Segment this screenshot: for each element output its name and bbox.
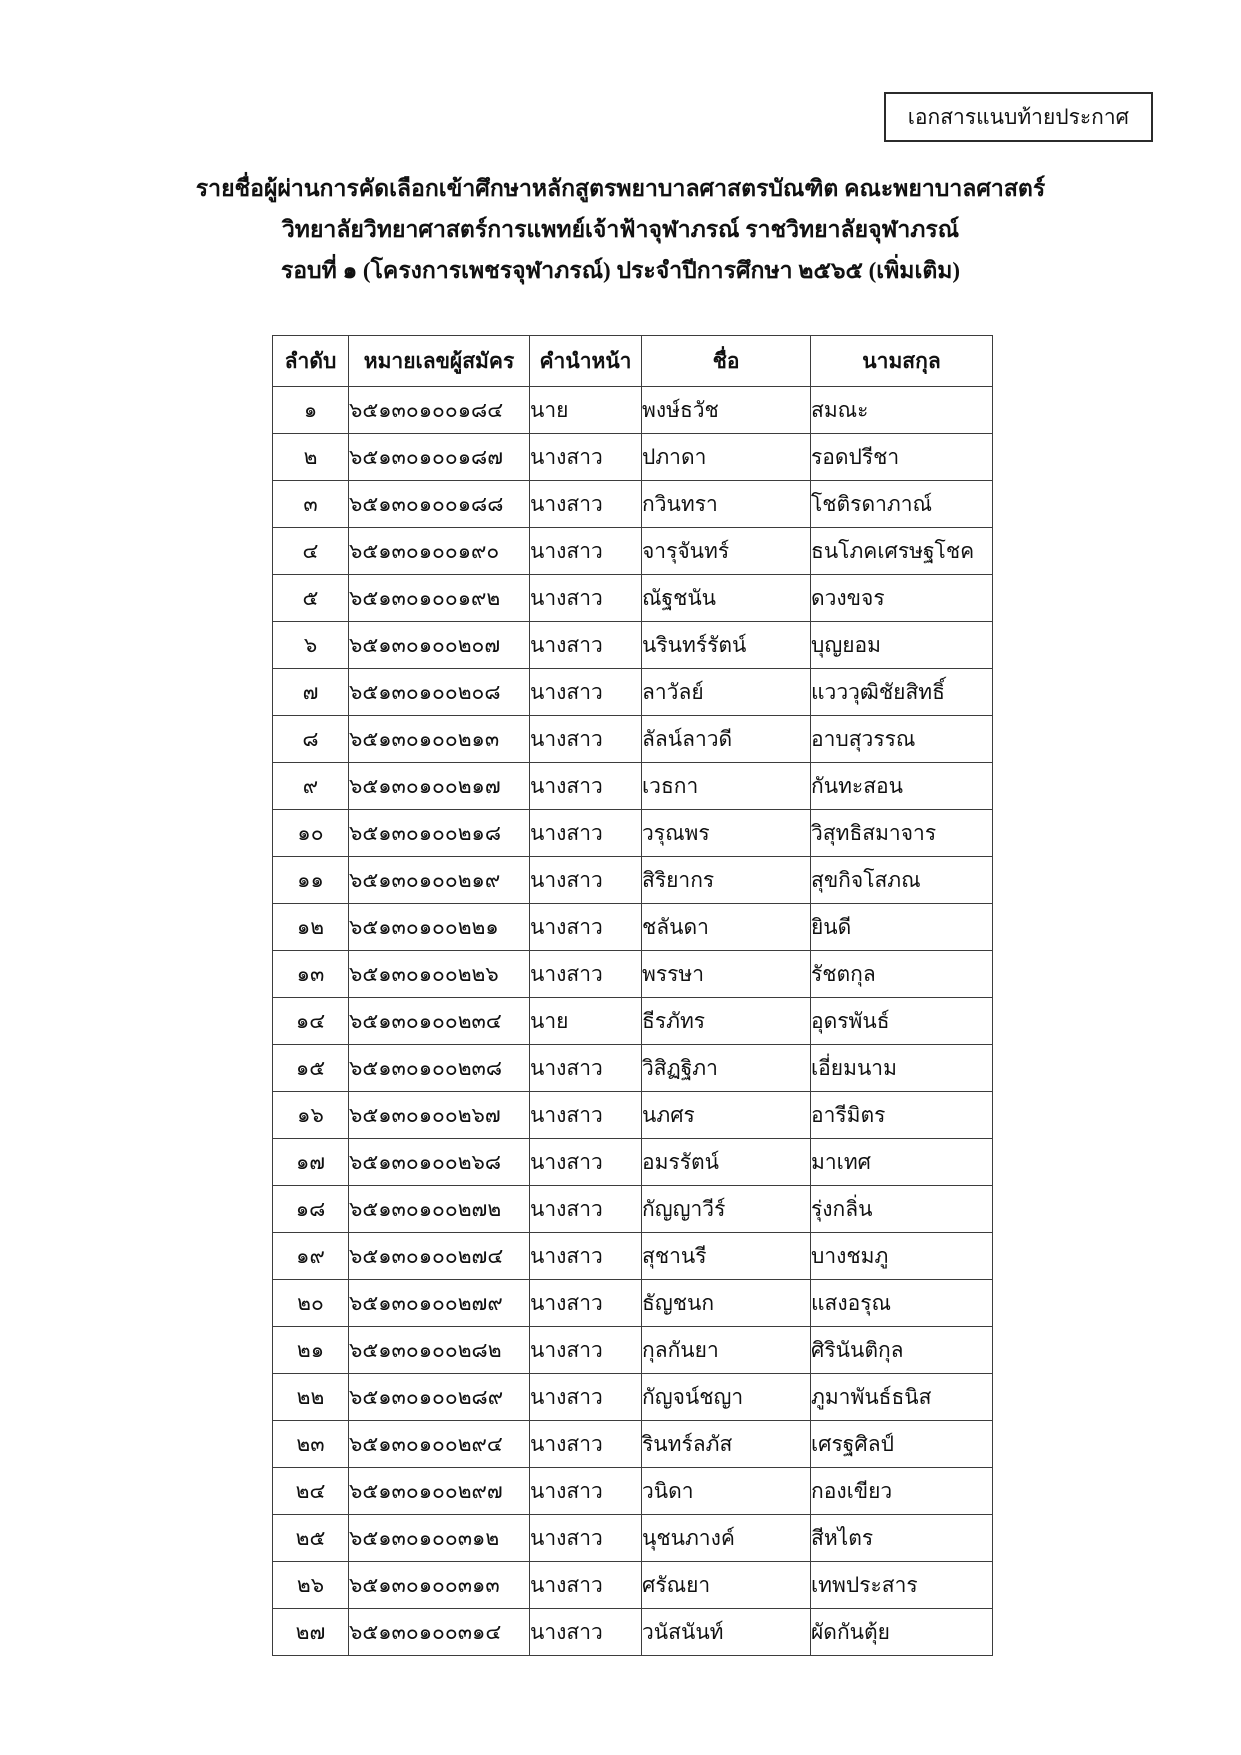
cell-order: ๒๗ xyxy=(273,1609,349,1656)
cell-last-name: รุ่งกลิ่น xyxy=(811,1186,993,1233)
cell-last-name: เทพประสาร xyxy=(811,1562,993,1609)
cell-order: ๑๗ xyxy=(273,1139,349,1186)
cell-prefix: นางสาว xyxy=(530,1233,642,1280)
cell-applicant-id: ๖๕๑๓๐๑๐๐๒๐๘ xyxy=(349,669,530,716)
title-line-2: วิทยาลัยวิทยาศาสตร์การแพทย์เจ้าฟ้าจุฬาภรณ์ ราชวิทยาลัยจุฬาภรณ์ xyxy=(281,217,960,242)
cell-last-name: รัชตกุล xyxy=(811,951,993,998)
cell-prefix: นางสาว xyxy=(530,1468,642,1515)
cell-prefix: นางสาว xyxy=(530,1186,642,1233)
cell-first-name: ชลันดา xyxy=(642,904,811,951)
cell-applicant-id: ๖๕๑๓๐๑๐๐๑๘๗ xyxy=(349,434,530,481)
cell-first-name: นุชนภางค์ xyxy=(642,1515,811,1562)
header-cell-prefix: คำนำหน้า xyxy=(530,336,642,387)
candidate-table xyxy=(272,335,993,1656)
cell-applicant-id: ๖๕๑๓๐๑๐๐๒๗๙ xyxy=(349,1280,530,1327)
cell-first-name: วนิดา xyxy=(642,1468,811,1515)
cell-prefix: นางสาว xyxy=(530,716,642,763)
cell-applicant-id: ๖๕๑๓๐๑๐๐๒๑๓ xyxy=(349,716,530,763)
table-row xyxy=(273,481,993,528)
cell-applicant-id: ๖๕๑๓๐๑๐๐๒๒๖ xyxy=(349,951,530,998)
cell-last-name: แวววุฒิชัยสิทธิ์ xyxy=(811,669,993,716)
cell-last-name: อาบสุวรรณ xyxy=(811,716,993,763)
table-header-row xyxy=(273,336,993,387)
cell-prefix: นาย xyxy=(530,387,642,434)
cell-last-name: สุขกิจโสภณ xyxy=(811,857,993,904)
table-row xyxy=(273,1515,993,1562)
cell-first-name: เวธกา xyxy=(642,763,811,810)
cell-prefix: นางสาว xyxy=(530,857,642,904)
cell-applicant-id: ๖๕๑๓๐๑๐๐๒๙๗ xyxy=(349,1468,530,1515)
cell-last-name: ผัดกันตุ้ย xyxy=(811,1609,993,1656)
header-cell-order: ลำดับ xyxy=(273,336,349,387)
table-row xyxy=(273,1233,993,1280)
cell-last-name: รอดปรีชา xyxy=(811,434,993,481)
table-row xyxy=(273,434,993,481)
table-row xyxy=(273,387,993,434)
cell-prefix: นางสาว xyxy=(530,1609,642,1656)
cell-order: ๑๘ xyxy=(273,1186,349,1233)
cell-applicant-id: ๖๕๑๓๐๑๐๐๒๑๘ xyxy=(349,810,530,857)
cell-last-name: มาเทศ xyxy=(811,1139,993,1186)
cell-order: ๒ xyxy=(273,434,349,481)
cell-first-name: กัญญาวีร์ xyxy=(642,1186,811,1233)
cell-order: ๕ xyxy=(273,575,349,622)
cell-first-name: พรรษา xyxy=(642,951,811,998)
cell-prefix: นางสาว xyxy=(530,1374,642,1421)
cell-order: ๓ xyxy=(273,481,349,528)
cell-last-name: กองเขียว xyxy=(811,1468,993,1515)
cell-applicant-id: ๖๕๑๓๐๑๐๐๓๑๔ xyxy=(349,1609,530,1656)
cell-order: ๑๔ xyxy=(273,998,349,1045)
cell-prefix: นางสาว xyxy=(530,1139,642,1186)
cell-first-name: กุลกันยา xyxy=(642,1327,811,1374)
cell-last-name: กันทะสอน xyxy=(811,763,993,810)
cell-first-name: กัญจน์ชญา xyxy=(642,1374,811,1421)
cell-order: ๒๑ xyxy=(273,1327,349,1374)
cell-order: ๒๔ xyxy=(273,1468,349,1515)
cell-order: ๑๓ xyxy=(273,951,349,998)
cell-order: ๙ xyxy=(273,763,349,810)
table-row xyxy=(273,1468,993,1515)
cell-applicant-id: ๖๕๑๓๐๑๐๐๑๘๘ xyxy=(349,481,530,528)
table-row xyxy=(273,575,993,622)
cell-applicant-id: ๖๕๑๓๐๑๐๐๓๑๒ xyxy=(349,1515,530,1562)
table-row xyxy=(273,1186,993,1233)
cell-applicant-id: ๖๕๑๓๐๑๐๐๑๙๒ xyxy=(349,575,530,622)
cell-first-name: รินทร์ลภัส xyxy=(642,1421,811,1468)
cell-order: ๒๖ xyxy=(273,1562,349,1609)
title-line-3: รอบที่ ๑ (โครงการเพชรจุฬาภรณ์) ประจำปีการศึกษา ๒๕๖๕ (เพิ่มเติม) xyxy=(280,258,961,283)
cell-first-name: ณัฐชนัน xyxy=(642,575,811,622)
table-row xyxy=(273,1609,993,1656)
table-row xyxy=(273,1139,993,1186)
table-row xyxy=(273,951,993,998)
cell-prefix: นางสาว xyxy=(530,434,642,481)
cell-last-name: สมณะ xyxy=(811,387,993,434)
table-row xyxy=(273,1374,993,1421)
cell-prefix: นางสาว xyxy=(530,763,642,810)
cell-order: ๘ xyxy=(273,716,349,763)
cell-prefix: นางสาว xyxy=(530,1045,642,1092)
cell-last-name: บางชมภู xyxy=(811,1233,993,1280)
cell-last-name: โชติรดาภาณ์ xyxy=(811,481,993,528)
cell-first-name: สุชานรี xyxy=(642,1233,811,1280)
table-row xyxy=(273,1092,993,1139)
cell-applicant-id: ๖๕๑๓๐๑๐๐๒๖๗ xyxy=(349,1092,530,1139)
cell-order: ๑๑ xyxy=(273,857,349,904)
cell-first-name: กวินทรา xyxy=(642,481,811,528)
cell-applicant-id: ๖๕๑๓๐๑๐๐๒๓๘ xyxy=(349,1045,530,1092)
cell-prefix: นางสาว xyxy=(530,481,642,528)
cell-applicant-id: ๖๕๑๓๐๑๐๐๒๗๔ xyxy=(349,1233,530,1280)
cell-last-name: ศิรินันติกุล xyxy=(811,1327,993,1374)
cell-first-name: ศรัณยา xyxy=(642,1562,811,1609)
cell-last-name: แสงอรุณ xyxy=(811,1280,993,1327)
cell-prefix: นางสาว xyxy=(530,1327,642,1374)
cell-first-name: นรินทร์รัตน์ xyxy=(642,622,811,669)
cell-prefix: นางสาว xyxy=(530,810,642,857)
cell-first-name: ลัลน์ลาวดี xyxy=(642,716,811,763)
cell-last-name: ธนโภคเศรษฐโชค xyxy=(811,528,993,575)
table-row xyxy=(273,622,993,669)
cell-first-name: วิสิฏฐิภา xyxy=(642,1045,811,1092)
cell-applicant-id: ๖๕๑๓๐๑๐๐๒๑๗ xyxy=(349,763,530,810)
cell-last-name: อารีมิตร xyxy=(811,1092,993,1139)
table-row xyxy=(273,528,993,575)
cell-last-name: อุดรพันธ์ xyxy=(811,998,993,1045)
cell-order: ๑๒ xyxy=(273,904,349,951)
cell-order: ๒๒ xyxy=(273,1374,349,1421)
cell-last-name: เศรฐศิลป์ xyxy=(811,1421,993,1468)
cell-first-name: อมรรัตน์ xyxy=(642,1139,811,1186)
cell-prefix: นางสาว xyxy=(530,1421,642,1468)
attachment-label-box xyxy=(884,92,1153,142)
cell-prefix: นางสาว xyxy=(530,622,642,669)
cell-prefix: นางสาว xyxy=(530,575,642,622)
cell-order: ๑๕ xyxy=(273,1045,349,1092)
cell-order: ๖ xyxy=(273,622,349,669)
cell-prefix: นางสาว xyxy=(530,1092,642,1139)
cell-prefix: นางสาว xyxy=(530,1562,642,1609)
table-row xyxy=(273,716,993,763)
cell-prefix: นางสาว xyxy=(530,1280,642,1327)
cell-last-name: บุญยอม xyxy=(811,622,993,669)
cell-first-name: ธัญชนก xyxy=(642,1280,811,1327)
table-row xyxy=(273,1562,993,1609)
cell-prefix: นางสาว xyxy=(530,669,642,716)
cell-last-name: ยินดี xyxy=(811,904,993,951)
cell-prefix: นาย xyxy=(530,998,642,1045)
cell-applicant-id: ๖๕๑๓๐๑๐๐๒๐๗ xyxy=(349,622,530,669)
header-cell-applicant-id: หมายเลขผู้สมัคร xyxy=(349,336,530,387)
cell-applicant-id: ๖๕๑๓๐๑๐๐๒๒๑ xyxy=(349,904,530,951)
cell-applicant-id: ๖๕๑๓๐๑๐๐๒๙๔ xyxy=(349,1421,530,1468)
cell-applicant-id: ๖๕๑๓๐๑๐๐๓๑๓ xyxy=(349,1562,530,1609)
cell-order: ๒๓ xyxy=(273,1421,349,1468)
cell-last-name: วิสุทธิสมาจาร xyxy=(811,810,993,857)
title-line-1: รายชื่อผู้ผ่านการคัดเลือกเข้าศึกษาหลักสูตรพยาบาลศาสตรบัณฑิต คณะพยาบาลศาสตร์ xyxy=(195,176,1046,201)
cell-first-name: ธีรภัทร xyxy=(642,998,811,1045)
table-row xyxy=(273,1045,993,1092)
cell-applicant-id: ๖๕๑๓๐๑๐๐๒๖๘ xyxy=(349,1139,530,1186)
cell-prefix: นางสาว xyxy=(530,904,642,951)
table-row xyxy=(273,810,993,857)
cell-prefix: นางสาว xyxy=(530,528,642,575)
cell-order: ๑๐ xyxy=(273,810,349,857)
cell-first-name: วนัสนันท์ xyxy=(642,1609,811,1656)
cell-applicant-id: ๖๕๑๓๐๑๐๐๒๗๒ xyxy=(349,1186,530,1233)
cell-order: ๑๖ xyxy=(273,1092,349,1139)
cell-first-name: ปภาดา xyxy=(642,434,811,481)
cell-applicant-id: ๖๕๑๓๐๑๐๐๒๘๒ xyxy=(349,1327,530,1374)
table-row xyxy=(273,669,993,716)
header-cell-last-name: นามสกุล xyxy=(811,336,993,387)
table-row xyxy=(273,763,993,810)
cell-first-name: สิริยากร xyxy=(642,857,811,904)
cell-first-name: พงษ์ธวัช xyxy=(642,387,811,434)
attachment-label: เอกสารแนบท้ายประกาศ xyxy=(907,105,1129,129)
table-row xyxy=(273,998,993,1045)
cell-first-name: จารุจันทร์ xyxy=(642,528,811,575)
cell-applicant-id: ๖๕๑๓๐๑๐๐๒๘๙ xyxy=(349,1374,530,1421)
cell-last-name: ดวงขจร xyxy=(811,575,993,622)
table-row xyxy=(273,1327,993,1374)
table-row xyxy=(273,1421,993,1468)
cell-applicant-id: ๖๕๑๓๐๑๐๐๑๙๐ xyxy=(349,528,530,575)
cell-order: ๑ xyxy=(273,387,349,434)
cell-first-name: วรุณพร xyxy=(642,810,811,857)
cell-first-name: นภศร xyxy=(642,1092,811,1139)
cell-order: ๒๐ xyxy=(273,1280,349,1327)
cell-last-name: เอี่ยมนาม xyxy=(811,1045,993,1092)
cell-applicant-id: ๖๕๑๓๐๑๐๐๒๑๙ xyxy=(349,857,530,904)
document-title xyxy=(0,168,1241,291)
cell-order: ๗ xyxy=(273,669,349,716)
cell-order: ๔ xyxy=(273,528,349,575)
cell-last-name: สีหไตร xyxy=(811,1515,993,1562)
cell-applicant-id: ๖๕๑๓๐๑๐๐๒๓๔ xyxy=(349,998,530,1045)
cell-order: ๒๕ xyxy=(273,1515,349,1562)
cell-prefix: นางสาว xyxy=(530,1515,642,1562)
table-row xyxy=(273,857,993,904)
cell-applicant-id: ๖๕๑๓๐๑๐๐๑๘๔ xyxy=(349,387,530,434)
cell-first-name: ลาวัลย์ xyxy=(642,669,811,716)
cell-order: ๑๙ xyxy=(273,1233,349,1280)
cell-last-name: ภูมาพันธ์ธนิส xyxy=(811,1374,993,1421)
cell-prefix: นางสาว xyxy=(530,951,642,998)
table-row xyxy=(273,904,993,951)
table-row xyxy=(273,1280,993,1327)
header-cell-first-name: ชื่อ xyxy=(642,336,811,387)
